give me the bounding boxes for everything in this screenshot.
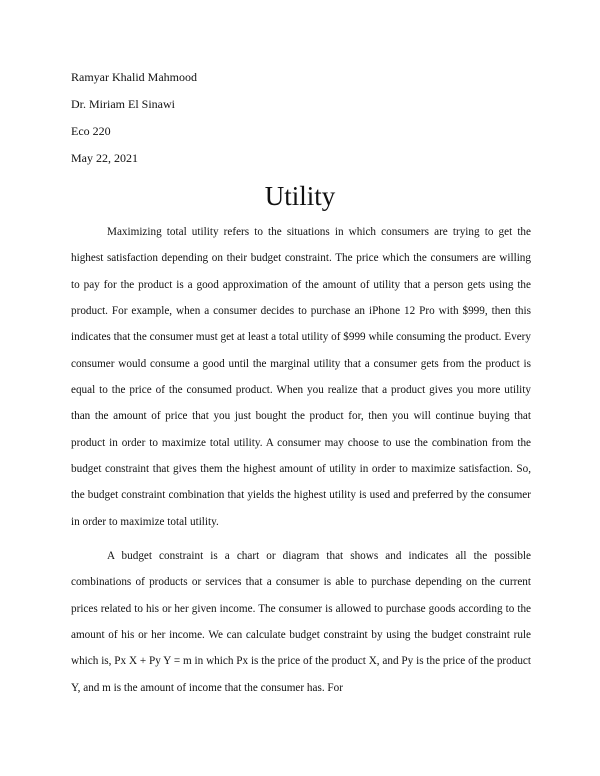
document-title: Utility bbox=[264, 181, 336, 211]
paragraph-2-text: A budget constraint is a chart or diagram that shows and indicates all the possible combinations of products or services that a consumer is able to purchase depending on the current prices related to his or her given income. The consumer is allowed to purchase goods according to the amount of his or her income. We can calculate budget constraint by using the budget constraint rule which is, Px X + Py Y = m in which Px is the price of the product X, and Py is the price of the product Y, and m is the amount of income that the consumer has. For bbox=[71, 550, 531, 694]
course-code: Eco 220 bbox=[71, 124, 111, 138]
instructor-name: Dr. Miriam El Sinawi bbox=[71, 97, 175, 111]
paragraph-1-text: Maximizing total utility refers to the situations in which consumers are trying to get the highest satisfaction depending on their budget constraint. The price which the consumers are willing to pay for the product is a good approximation of the amount of utility that a person gets using the product. For example, when a consumer decides to purchase an iPhone 12 Pro with $999, then this indicates that the consumer must get at least a total utility of $999 while consuming the product. Every consumer would consume a good until the marginal utility that a consumer gets from the product is equal to the price of the consumed product. When you realize that a product gives you more utility than the amount of price that you just bought the product for, then you will continue buying that product in order to maximize total utility. A consumer may choose to use the combination from the budget constraint that gives them the highest amount of utility in order to maximize satisfaction. So, the budget constraint combination that yields the highest utility is used and preferred by the consumer in order to maximize total utility. bbox=[71, 226, 531, 528]
document-date: May 22, 2021 bbox=[71, 151, 138, 165]
paragraph-2 bbox=[71, 543, 531, 701]
author-name: Ramyar Khalid Mahmood bbox=[71, 70, 197, 84]
paragraph-1 bbox=[71, 219, 531, 535]
